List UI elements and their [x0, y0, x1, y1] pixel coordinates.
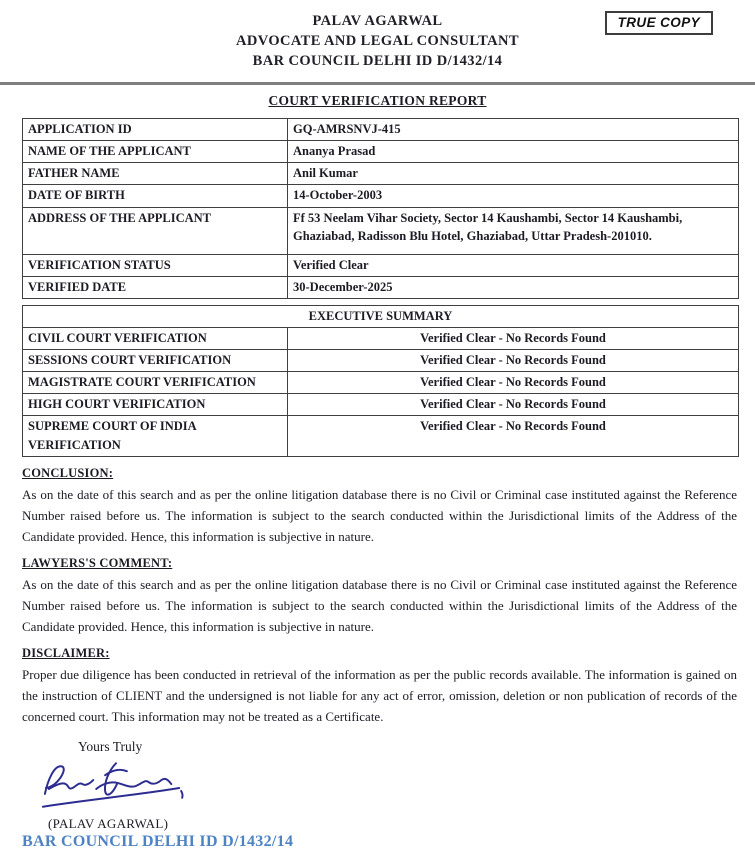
- advocate-role: ADVOCATE AND LEGAL CONSULTANT: [236, 33, 519, 49]
- detail-value: 14-October-2003: [288, 185, 739, 207]
- verification-result: Verified Clear - No Records Found: [288, 394, 739, 416]
- table-row: [23, 254, 739, 276]
- section-text: As on the date of this search and as per the online litigation database there is no Civil or Criminal case instituted against the Reference Number raised before us. The information is subject to the search conducted within the Jurisdictional limits of the Address of the Candidate provided. Hence, this information is subjective in nature.: [22, 486, 737, 544]
- detail-value: Ff 53 Neelam Vihar Society, Sector 14 Kaushambi, Sector 14 Kaushambi, Ghaziabad, Radisson Blu Hotel, Ghaziabad, Uttar Pradesh-201010.: [288, 207, 739, 254]
- table-row: [23, 394, 739, 416]
- verification-result: Verified Clear - No Records Found: [288, 416, 739, 456]
- section-heading: CONCLUSION:: [22, 465, 114, 480]
- signatory-name: (PALAV AGARWAL): [48, 815, 169, 831]
- verification-label: HIGH COURT VERIFICATION: [23, 394, 288, 416]
- true-copy-stamp: TRUE COPY: [605, 11, 713, 35]
- report-body: [22, 466, 737, 851]
- page-title: [0, 93, 755, 109]
- section-disclaimer: [22, 646, 737, 727]
- detail-label: NAME OF THE APPLICANT: [23, 141, 288, 163]
- bar-council-id-footer: BAR COUNCIL DELHI ID D/1432/14: [22, 832, 294, 850]
- table-row: [23, 350, 739, 372]
- table-row: [23, 372, 739, 394]
- verification-result: Verified Clear - No Records Found: [288, 327, 739, 349]
- section-lawyers-comment: [22, 556, 737, 637]
- detail-label: VERIFICATION STATUS: [23, 254, 288, 276]
- section-text: As on the date of this search and as per the online litigation database there is no Civil or Criminal case instituted against the Reference Number raised before us. The information is subject to the search conducted within the Jurisdictional limits of the Address of the Candidate provided. Hence, this information is subjective in nature.: [22, 576, 737, 634]
- detail-label: APPLICATION ID: [23, 119, 288, 141]
- verification-label: MAGISTRATE COURT VERIFICATION: [23, 372, 288, 394]
- detail-value: Verified Clear: [288, 254, 739, 276]
- signature-ink-icon: [35, 758, 193, 816]
- applicant-details-table: [22, 118, 739, 299]
- header-divider: [0, 82, 755, 85]
- table-row: [23, 119, 739, 141]
- detail-label: VERIFIED DATE: [23, 276, 288, 298]
- verification-label: SESSIONS COURT VERIFICATION: [23, 350, 288, 372]
- closing-phrase: Yours Truly: [78, 738, 143, 754]
- detail-value: Anil Kumar: [288, 163, 739, 185]
- section-conclusion: [22, 466, 737, 547]
- executive-summary-title: EXECUTIVE SUMMARY: [23, 305, 739, 327]
- verification-label: SUPREME COURT OF INDIA VERIFICATION: [23, 416, 288, 456]
- detail-label: FATHER NAME: [23, 163, 288, 185]
- verification-result: Verified Clear - No Records Found: [288, 350, 739, 372]
- detail-label: ADDRESS OF THE APPLICANT: [23, 207, 288, 254]
- detail-value: Ananya Prasad: [288, 141, 739, 163]
- executive-summary-header: [23, 305, 739, 327]
- table-row: [23, 141, 739, 163]
- verification-result: Verified Clear - No Records Found: [288, 372, 739, 394]
- handwritten-signature: [35, 758, 737, 816]
- table-row: [23, 207, 739, 254]
- detail-value: 30-December-2025: [288, 276, 739, 298]
- bar-council-id-header: BAR COUNCIL DELHI ID D/1432/14: [252, 53, 503, 69]
- table-row: [23, 416, 739, 456]
- section-heading: DISCLAIMER:: [22, 645, 110, 660]
- table-row: [23, 163, 739, 185]
- section-text: Proper due diligence has been conducted in retrieval of the information as per the public records available. The information is gained on the instruction of CLIENT and the undersigned is not liable for any act of error, omission, deletion or non publication of records of the concerned court. This information may not be treated as a Certificate.: [22, 666, 737, 724]
- table-row: [23, 276, 739, 298]
- verification-label: CIVIL COURT VERIFICATION: [23, 327, 288, 349]
- detail-value: GQ-AMRSNVJ-415: [288, 119, 739, 141]
- detail-label: DATE OF BIRTH: [23, 185, 288, 207]
- page-title-text: COURT VERIFICATION REPORT: [268, 93, 487, 108]
- table-row: [23, 327, 739, 349]
- advocate-name: PALAV AGARWAL: [312, 13, 443, 29]
- executive-summary-table: [22, 305, 739, 457]
- section-heading: LAWYERS'S COMMENT:: [22, 555, 173, 570]
- table-row: [23, 185, 739, 207]
